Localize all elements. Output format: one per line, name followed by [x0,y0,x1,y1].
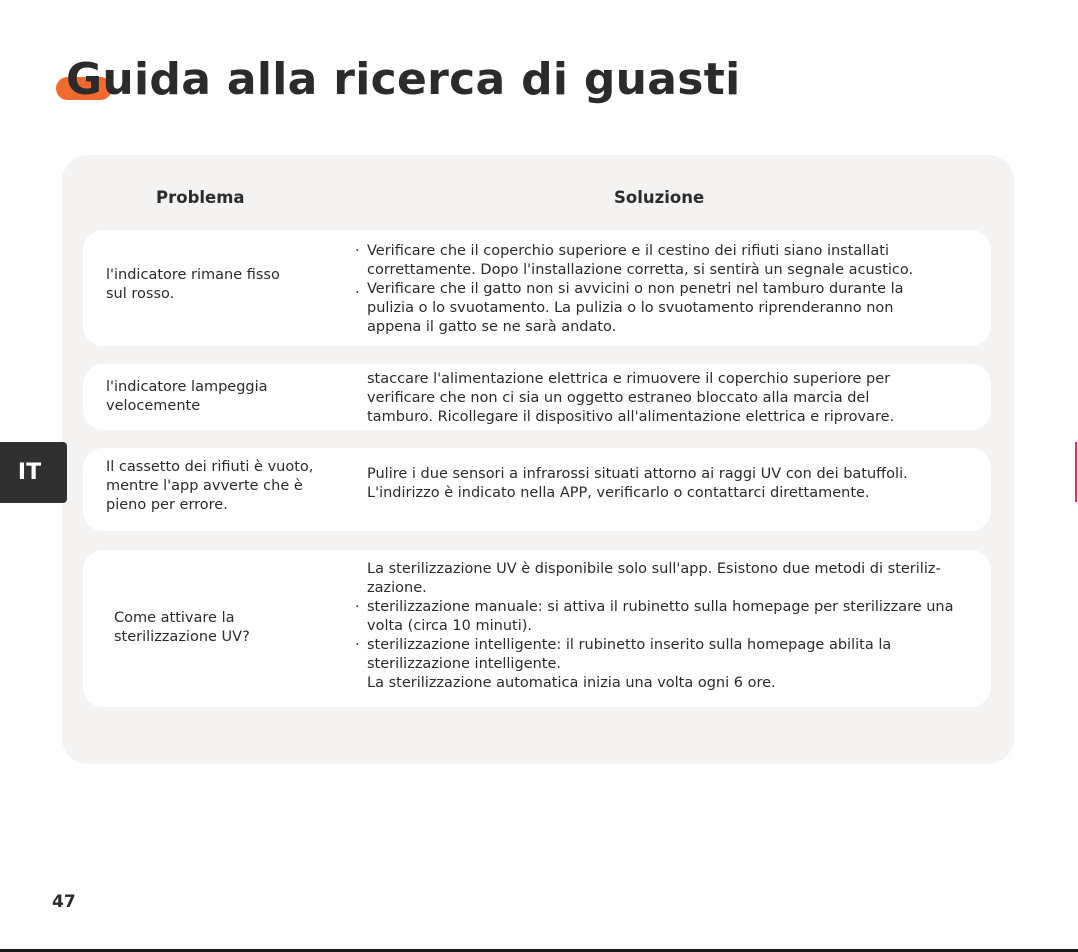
page-number: 47 [52,892,76,912]
solution-cell [355,560,987,693]
page-title: Guida alla ricerca di guasti [66,54,741,105]
solution-text: sterilizzazione manuale: si attiva il rubinetto sulla homepage per sterilizzare una volta (circa 10 minuti). [367,599,954,634]
table-row [83,230,991,346]
solution-text: La sterilizzazione UV è disponibile solo sull'app. Esistono due metodi di steriliz- zazione. [367,561,941,596]
problem-cell: Come attivare la sterilizzazione UV? [114,610,250,645]
solution-item [355,598,987,636]
table-row [83,550,991,707]
solution-text: Verificare che il gatto non si avvicini o non penetri nel tamburo durante la pulizia o lo svuotamento. La pulizia o lo svuotamento riprenderanno non appena il gatto se ne sarà andato. [367,281,904,335]
problem-cell: Il cassetto dei rifiuti è vuoto, mentre l'app avverte che è pieno per errore. [106,459,314,513]
solution-cell [355,242,987,337]
solution-text: sterilizzazione intelligente: il rubinetto inserito sulla homepage abilita la sterilizzazione intelligente. [367,637,892,672]
solution-text: staccare l'alimentazione elettrica e rimuovere il coperchio superiore per verificare che non ci sia un oggetto estraneo bloccato alla marcia del tamburo. Ricollegare il dispositivo all'alimentazione elettrica e riprovare. [367,371,895,425]
bullet-marker: . [355,281,360,297]
solution-text: Pulire i due sensori a infrarossi situati attorno ai raggi UV con dei batuffoli. L'indirizzo è indicato nella APP, verificarlo o contattarci direttamente. [367,466,908,501]
solution-cell [367,370,987,427]
edge-marker [1075,442,1077,502]
solution-text: Verificare che il coperchio superiore e il cestino dei rifiuti siano installati correttamente. Dopo l'installazione corretta, si sentirà un segnale acustico. [367,243,914,278]
language-tab: IT [0,442,67,503]
solution-text: La sterilizzazione automatica inizia una volta ogni 6 ore. [367,675,776,691]
title-block [56,52,741,108]
bullet-marker: · [355,243,360,259]
table-row [83,448,991,531]
bullet-marker: · [355,637,360,653]
problem-cell: l'indicatore lampeggia velocemente [106,379,268,414]
table-row [83,364,991,430]
column-header-problem: Problema [156,188,245,207]
solution-item [355,280,987,337]
solution-item [355,636,987,674]
column-header-solution: Soluzione [614,188,705,207]
solution-item [355,242,987,280]
problem-cell: l'indicatore rimane fisso sul rosso. [106,267,280,302]
bullet-marker: · [355,599,360,615]
solution-cell [367,465,987,503]
